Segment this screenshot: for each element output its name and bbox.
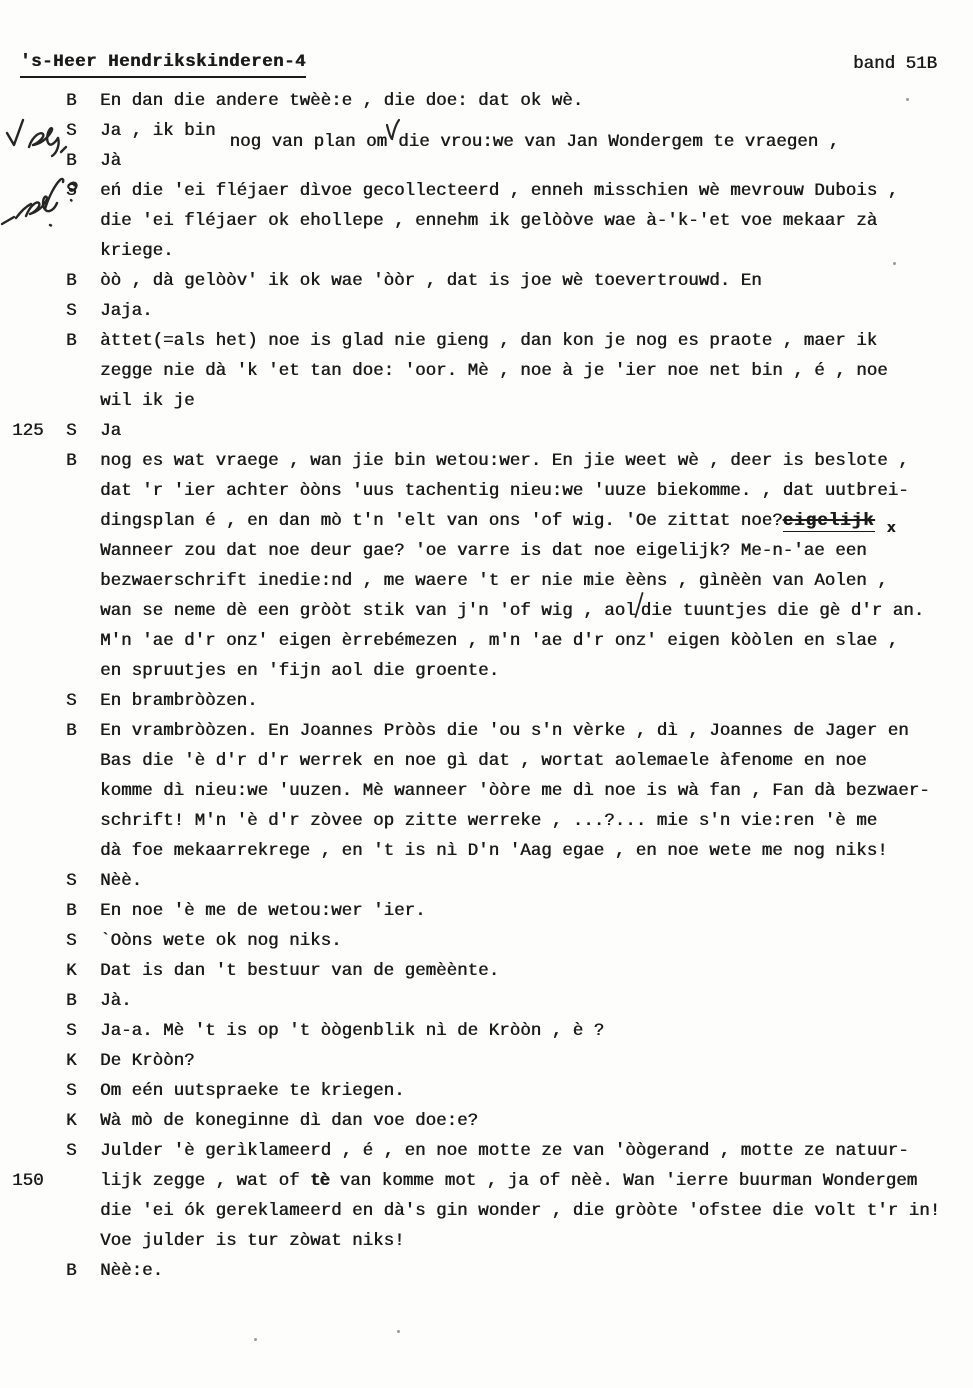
dialect-text-run: die 'ei fléjaer ok ehollepe , ennehm ik gelòòve wae à-'k-'et voe mekaar zà: [100, 211, 878, 231]
line-number: [0, 596, 62, 626]
handwritten-slash-icon: [634, 613, 643, 615]
transcript-line: [0, 836, 967, 866]
transcript-line: [0, 206, 967, 236]
dialect-text: [100, 896, 967, 926]
line-number: [0, 926, 62, 956]
line-number: [0, 236, 62, 266]
speaker-label: S: [66, 1141, 77, 1161]
speaker-label: B: [66, 991, 77, 1011]
page-title: 's-Heer Hendrikskinderen-4: [20, 52, 306, 78]
dialect-text-run: Ja: [100, 421, 122, 441]
transcript-line: [0, 506, 967, 536]
dialect-text: [100, 266, 967, 296]
dialect-text: [100, 596, 967, 626]
dialect-text-run: Ja-a. Mè 't is op 't òògenblik nì de Kròòn , è ?: [100, 1021, 605, 1041]
dialect-text-run: eń die 'ei fléjaer dìvoe gecollecteerd , enneh misschien wè mevrouw Dubois ,: [100, 181, 899, 201]
line-number: [0, 146, 62, 176]
line-number: [0, 386, 62, 416]
speaker-label: [62, 506, 100, 536]
dialect-text: [100, 926, 967, 956]
transcript-line: [0, 746, 967, 776]
dialect-text: [100, 806, 967, 836]
line-number: [0, 1106, 62, 1136]
line-number: [0, 566, 62, 596]
dialect-text: [100, 956, 967, 986]
dialect-text-run: die tuuntjes die gè d'r an.: [640, 601, 925, 621]
band-label: band 51B: [852, 54, 937, 74]
transcript-line: [0, 566, 967, 596]
dialect-text-run: zegge nie dà 'k 'et tan doe: 'oor. Mè , noe à je 'ier noe net bin , é , noe: [100, 361, 888, 381]
transcript-line: [0, 1016, 967, 1046]
overtyped-word: tè: [310, 1171, 330, 1191]
speaker-label: S: [66, 301, 77, 321]
transcript-line: [0, 476, 967, 506]
speaker-label: S: [66, 1081, 77, 1101]
speaker-label: [62, 1226, 100, 1256]
transcript: [0, 86, 967, 1286]
line-number: [0, 116, 62, 146]
transcript-line: [0, 986, 967, 1016]
dialect-text-run: Ja , ik bin: [100, 121, 216, 141]
dialect-text: [100, 746, 967, 776]
dialect-text-run: Bas die 'è d'r d'r werrek en noe gì dat , wortat aolemaele àfenome en noe: [100, 751, 867, 771]
dialect-text: [100, 206, 967, 236]
dialect-text-run: Jà.: [100, 991, 132, 1011]
dialect-text-run: M'n 'ae d'r onz' eigen èrrebémezen , m'n 'ae d'r onz' eigen kòòlen en slae ,: [100, 631, 899, 651]
line-number: [0, 266, 62, 296]
speaker-label: S: [66, 121, 77, 141]
dialect-text: [100, 326, 967, 356]
transcript-line: [0, 926, 967, 956]
dialect-text-run: lijk zegge , wat of: [100, 1171, 311, 1191]
speaker-label: S: [66, 871, 77, 891]
transcript-line: [0, 416, 967, 446]
speaker-label: S: [66, 691, 77, 711]
speaker-label: [62, 536, 100, 566]
speaker-label: K: [66, 1051, 77, 1071]
dialect-text: [100, 566, 967, 596]
line-number: [0, 716, 62, 746]
line-number: [0, 206, 62, 236]
dialect-text: [100, 236, 967, 266]
line-number: [0, 776, 62, 806]
transcript-line: [0, 956, 967, 986]
line-number: [0, 1226, 62, 1256]
dialect-text: [100, 116, 967, 152]
line-number: [0, 986, 62, 1016]
dialect-text: [100, 1196, 967, 1226]
speaker-label: [62, 1196, 100, 1226]
dialect-text-run: nog es wat vraege , wan jie bin wetou:wer. En jie weet wè , deer is beslote ,: [100, 451, 909, 471]
transcript-line: [0, 356, 967, 386]
transcript-line: [0, 806, 967, 836]
speaker-label: [62, 206, 100, 236]
speaker-label: [62, 806, 100, 836]
dialect-text-run: bezwaerschrift inedie:nd , me waere 't er nie mie èèns , gìnèèn van Aolen ,: [100, 571, 888, 591]
speaker-label: [62, 596, 100, 626]
line-number: [0, 536, 62, 566]
line-number: [0, 896, 62, 926]
dialect-text: [100, 536, 967, 566]
speaker-label: K: [66, 1111, 77, 1131]
speaker-label: K: [66, 961, 77, 981]
transcript-line: [0, 626, 967, 656]
line-number: [0, 1046, 62, 1076]
transcript-line: [0, 1166, 967, 1196]
dialect-text: [100, 446, 967, 476]
speaker-label: [62, 566, 100, 596]
transcript-line: [0, 326, 967, 356]
dialect-text: [100, 476, 967, 506]
scan-speck: [397, 1330, 400, 1333]
scan-speck: [254, 1338, 257, 1341]
speaker-label: [62, 386, 100, 416]
dialect-text-run: wil ik je: [100, 391, 195, 411]
dialect-text-run: Voe julder is tur zòwat niks!: [100, 1231, 405, 1251]
speaker-label: S: [66, 181, 77, 201]
speaker-label: [62, 836, 100, 866]
dialect-text: [100, 1226, 967, 1256]
speaker-label: [62, 1166, 100, 1196]
line-number: 125: [12, 421, 44, 441]
dialect-text: [100, 176, 967, 206]
line-number: [0, 176, 62, 206]
line-number: [0, 86, 62, 116]
dialect-text-run: en spruutjes en 'fijn aol die groente.: [100, 661, 500, 681]
dialect-text-run: van komme mot , ja of nèè. Wan 'ierre buurman Wondergem: [329, 1171, 918, 1191]
speaker-label: [62, 656, 100, 686]
line-number: [0, 1016, 62, 1046]
transcript-line: [0, 866, 967, 896]
speaker-label: S: [66, 931, 77, 951]
transcript-line: [0, 686, 967, 716]
dialect-text-run: Jaja.: [100, 301, 153, 321]
line-number: [0, 626, 62, 656]
dialect-text-run: Nèè.: [100, 871, 143, 891]
dialect-text: [100, 86, 967, 116]
transcript-line: [0, 596, 967, 626]
line-number: [0, 476, 62, 506]
line-number: [0, 296, 62, 326]
speaker-label: B: [66, 271, 77, 291]
dialect-text-run: die vrou:we van Jan Wondergem te vraegen ,: [398, 132, 840, 152]
speaker-label: [62, 626, 100, 656]
dialect-text: [100, 716, 967, 746]
line-number: [0, 356, 62, 386]
line-number: [0, 956, 62, 986]
speaker-label: [62, 356, 100, 386]
line-number: [0, 746, 62, 776]
dialect-text: [100, 1046, 967, 1076]
speaker-label: B: [66, 901, 77, 921]
speaker-label: [62, 776, 100, 806]
handwritten-x-note: x: [886, 520, 896, 537]
dialect-text: [100, 1166, 967, 1196]
dialect-text-run: kriege.: [100, 241, 174, 261]
dialect-text-run: En dan die andere twèè:e , die doe: dat ok wè.: [100, 91, 584, 111]
half-line-inserted-text: [230, 127, 840, 157]
transcript-line: [0, 1226, 967, 1256]
dialect-text: [100, 1106, 967, 1136]
speaker-label: S: [66, 1021, 77, 1041]
dialect-text-run: Om eén uutspraeke te kriegen.: [100, 1081, 405, 1101]
dialect-text: [100, 1136, 967, 1166]
dialect-text: [100, 356, 967, 386]
dialect-text: [100, 1016, 967, 1046]
transcript-line: [0, 266, 967, 296]
speaker-label: B: [66, 451, 77, 471]
dialect-text-run: Jà: [100, 151, 122, 171]
line-number: [0, 326, 62, 356]
dialect-text: [100, 866, 967, 896]
speaker-label: B: [66, 331, 77, 351]
dialect-text: [100, 1076, 967, 1106]
dialect-text-run: dat 'r 'ier achter òòns 'uus tachentig nieu:we 'uuze biekomme. , dat uutbrei-: [100, 481, 909, 501]
line-number: 150: [12, 1171, 44, 1191]
dialect-text-run: dà foe mekaarrekrege , en 't is nì D'n 'Aag egae , en noe wete me nog niks!: [100, 841, 888, 861]
dialect-text: [100, 386, 967, 416]
dialect-text: [100, 416, 967, 446]
dialect-text-run: De Kròòn?: [100, 1051, 195, 1071]
page-header: [20, 52, 937, 78]
transcript-line: [0, 1106, 967, 1136]
dialect-text-run: komme dì nieu:we 'uuzen. Mè wanneer 'òòre me dì noe is wà fan , Fan dà bezwaer-: [100, 781, 930, 801]
dialect-text-run: En noe 'è me de wetou:wer 'ier.: [100, 901, 426, 921]
dialect-text: [100, 1256, 967, 1286]
dialect-text-run: nog van plan om: [229, 132, 388, 152]
dialect-text-run: dingsplan é , en dan mò t'n 'elt van ons 'of wig. 'Oe zittat noe?: [100, 511, 783, 531]
transcript-line: [0, 86, 967, 116]
transcript-line: [0, 386, 967, 416]
dialect-text-run: Julder 'è gerìklameerd , é , en noe motte ze van 'òògerand , motte ze natuur-: [100, 1141, 909, 1161]
dialect-text-run: Wanneer zou dat noe deur gae? 'oe varre is dat noe eigelijk? Me-n-'ae een: [100, 541, 867, 561]
dialect-text-run: En brambròòzen.: [100, 691, 258, 711]
dialect-text-run: En vrambròòzen. En Joannes Pròòs die 'ou s'n vèrke , dì , Joannes de Jager en: [100, 721, 909, 741]
line-number: [0, 506, 62, 536]
dialect-text: [100, 686, 967, 716]
dialect-text: [100, 986, 967, 1016]
dialect-text: [100, 776, 967, 806]
transcript-line: [0, 1046, 967, 1076]
dialect-text-run: Dat is dan 't bestuur van de gemèènte.: [100, 961, 500, 981]
line-number: [0, 1196, 62, 1226]
speaker-label: [62, 746, 100, 776]
transcript-line: [0, 896, 967, 926]
dialect-text-run: die 'ei ók gereklameerd en dà's gin wonder , die gròòte 'ofstee die volt t'r in!: [100, 1201, 941, 1221]
speaker-label: B: [66, 151, 77, 171]
transcript-line: [0, 776, 967, 806]
line-number: [0, 806, 62, 836]
transcript-line: [0, 1076, 967, 1106]
struck-through-word: eigelijk: [782, 511, 875, 531]
line-number: [0, 656, 62, 686]
speaker-label: [62, 476, 100, 506]
dialect-text-run: Nèè:e.: [100, 1261, 164, 1281]
dialect-text: [100, 656, 967, 686]
dialect-text-run: `Oòns wete ok nog niks.: [100, 931, 342, 951]
transcript-line: [0, 116, 967, 152]
transcript-line: [0, 656, 967, 686]
dialect-text: [100, 836, 967, 866]
transcript-line: [0, 536, 967, 566]
dialect-text-run: Wà mò de koneginne dì dan voe doe:e?: [100, 1111, 479, 1131]
transcript-line: [0, 296, 967, 326]
line-number: [0, 866, 62, 896]
inserted-check-icon: [386, 144, 399, 146]
dialect-text-run: àttet(=als het) noe is glad nie gieng , dan kon je nog es praote , maer ik: [100, 331, 878, 351]
speaker-label: B: [66, 1261, 77, 1281]
dialect-text-run: schrift! M'n 'è d'r zòvee op zitte werreke , ...?... mie s'n vie:ren 'è me: [100, 811, 878, 831]
transcript-line: [0, 1196, 967, 1226]
dialect-text: [100, 506, 967, 536]
line-number: [0, 836, 62, 866]
line-number: [0, 1136, 62, 1166]
speaker-label: B: [66, 721, 77, 741]
line-number: [0, 1076, 62, 1106]
transcript-line: [0, 1136, 967, 1166]
dialect-text-run: òò , dà gelòòv' ik ok wae 'òòr , dat is joe wè toevertrouwd. En: [100, 271, 762, 291]
dialect-text: [100, 296, 967, 326]
dialect-text: [100, 626, 967, 656]
line-number: [0, 686, 62, 716]
transcript-line: [0, 176, 967, 206]
line-number: [0, 1256, 62, 1286]
speaker-label: B: [66, 91, 77, 111]
transcript-line: [0, 1256, 967, 1286]
transcript-line: [0, 446, 967, 476]
dialect-text-run: wan se neme dè een gròòt stik van j'n 'of wig , aol: [100, 601, 636, 621]
transcript-line: [0, 716, 967, 746]
transcript-line: [0, 236, 967, 266]
speaker-label: S: [66, 421, 77, 441]
line-number: [0, 446, 62, 476]
speaker-label: [62, 236, 100, 266]
